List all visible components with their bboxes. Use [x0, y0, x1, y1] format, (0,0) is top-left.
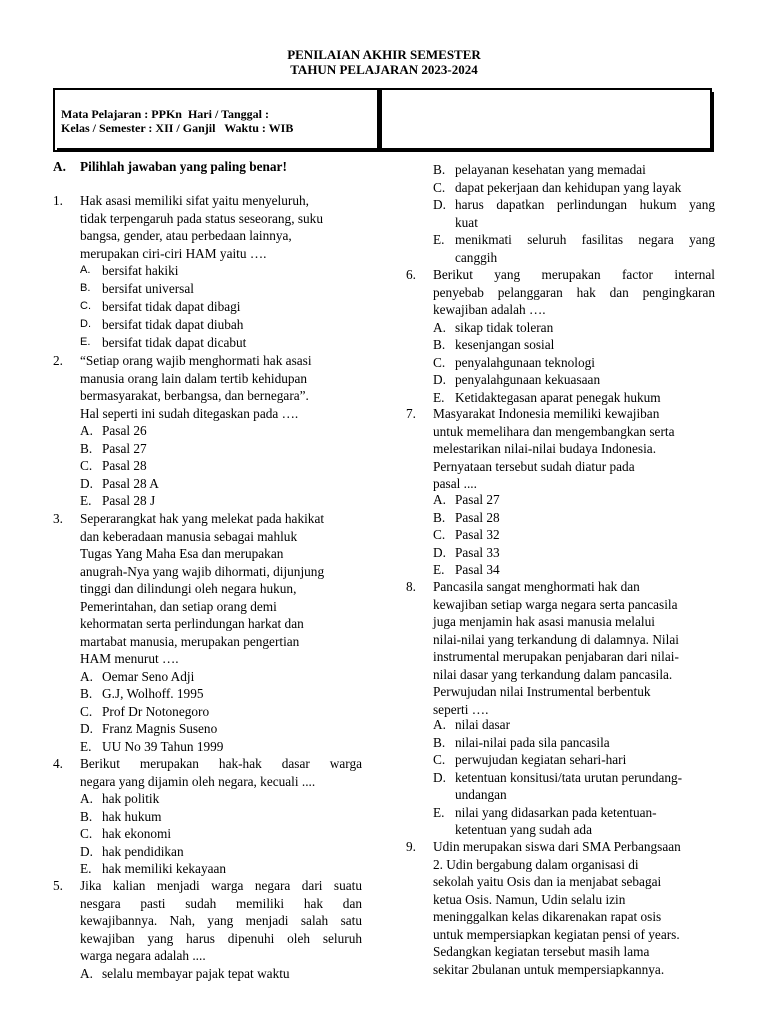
option-text: bersifat universal: [102, 281, 194, 296]
question-text-line: Tugas Yang Maha Esa dan merupakan: [80, 546, 284, 561]
question-number: 4.: [53, 756, 63, 771]
option-text: perwujudan kegiatan sehari-hari: [455, 752, 627, 767]
option-letter: E.: [433, 804, 445, 820]
section-instruction: Pilihlah jawaban yang paling benar!: [80, 159, 287, 174]
academic-year: TAHUN PELAJARAN 2023-2024: [290, 62, 478, 77]
question-text-line: tidak terpengaruh pada status seseorang, suku: [80, 210, 323, 226]
subject-day-date: Mata Pelajaran : PPKn Hari / Tanggal :: [61, 107, 269, 121]
option-letter: A.: [80, 965, 93, 981]
option-letter: A.: [433, 717, 446, 732]
section-letter: A.: [53, 159, 66, 174]
option-text: UU No 39 Tahun 1999: [102, 738, 224, 754]
question-text-line: Jika kalian menjadi warga negara dari suatu: [80, 878, 362, 893]
question-text-line: ketua Osis. Namun, Udin selalu izin: [433, 891, 626, 907]
option-letter: B.: [433, 734, 446, 750]
option-text: nilai yang didasarkan pada ketentuan-: [455, 804, 657, 820]
question-text-line: bermasyarakat, berbangsa, dan bernegara”.: [80, 388, 309, 403]
question-text-line: Hak asasi memiliki sifat yaitu menyeluruh,: [80, 193, 309, 208]
option-text: Pasal 28 J: [102, 493, 156, 508]
option-letter: D.: [433, 197, 446, 212]
info-box: [53, 88, 712, 152]
option-text: hak ekonomi: [102, 826, 172, 841]
option-text: Pasal 32: [455, 527, 500, 542]
option-text-continued: ketentuan yang sudah ada: [455, 822, 592, 837]
option-text: Pasal 28: [102, 458, 147, 473]
option-letter: D.: [433, 544, 446, 560]
option-text: Pasal 27: [102, 440, 147, 456]
option-text: harus dapatkan perlindungan hukum yang: [455, 197, 715, 212]
option-text: pelayanan kesehatan yang memadai: [455, 162, 646, 177]
option-text: selalu membayar pajak tepat waktu: [102, 965, 290, 981]
question-text-line: kewajibannya. Nah, yang menjadi salah satu: [80, 913, 362, 928]
question-text-line: untuk mempersiapkan kegiatan pensi of years.: [433, 926, 680, 942]
option-text: kesenjangan sosial: [455, 337, 555, 352]
question-text-line: Berikut yang merupakan factor internal: [433, 267, 715, 282]
option-letter: C.: [433, 752, 446, 767]
question-text-line: kehormatan serta perlindungan harkat dan: [80, 616, 304, 631]
option-letter: D.: [80, 475, 93, 491]
info-box-shadow-right: [710, 92, 714, 152]
option-letter: C.: [80, 300, 91, 312]
option-text: hak politik: [102, 791, 160, 806]
option-text: bersifat hakiki: [102, 263, 179, 278]
option-text: G.J, Wolhoff. 1995: [102, 686, 204, 701]
question-text-line: sekolah yaitu Osis dan ia menjabat sebagai: [433, 874, 662, 889]
question-text-line: Pemerintahan, dan setiap orang demi: [80, 598, 277, 614]
option-text: Ketidaktegasan aparat penegak hukum: [455, 389, 661, 405]
question-text-line: Masyarakat Indonesia memiliki kewajiban: [433, 406, 660, 421]
question-text-line: instrumental merupakan penjabaran dari nilai-: [433, 649, 679, 664]
question-number: 7.: [406, 406, 416, 421]
option-text: bersifat tidak dapat dicabut: [102, 335, 247, 350]
question-text-line: seperti ….: [433, 701, 489, 717]
option-letter: D.: [80, 721, 93, 736]
question-text-line: Pancasila sangat menghormati hak dan: [433, 579, 640, 594]
option-text: Pasal 33: [455, 544, 500, 560]
question-text-line: negara yang dijamin oleh negara, kecuali ....: [80, 773, 316, 789]
option-text: Oemar Seno Adji: [102, 668, 195, 684]
question-number: 3.: [53, 511, 63, 526]
option-text: hak pendidikan: [102, 843, 184, 859]
info-box-divider: [377, 88, 382, 150]
option-text: menikmati seluruh fasilitas negara yang: [455, 232, 715, 247]
question-text-line: bangsa, gender, atau perbedaan lainnya,: [80, 228, 292, 243]
option-letter: A.: [80, 423, 93, 438]
question-text-line: Berikut merupakan hak-hak dasar warga: [80, 756, 362, 771]
question-text-line: Sedangkan kegiatan tersebut masih lama: [433, 944, 650, 959]
option-letter: E.: [433, 389, 445, 405]
option-text: hak hukum: [102, 808, 162, 824]
option-text: Pasal 28: [455, 509, 500, 525]
option-text: nilai dasar: [455, 717, 511, 732]
question-number: 2.: [53, 353, 63, 368]
option-text: Prof Dr Notonegoro: [102, 703, 210, 719]
question-text-line: “Setiap orang wajib menghormati hak asasi: [80, 353, 312, 368]
option-text: Pasal 26: [102, 423, 147, 438]
option-letter: B.: [433, 162, 446, 177]
question-text-line: HAM menurut ….: [80, 651, 179, 666]
option-letter: B.: [80, 440, 93, 456]
option-text-continued: undangan: [455, 787, 507, 802]
option-letter: E.: [433, 232, 445, 247]
option-letter: A.: [80, 264, 91, 276]
question-text-line: martabat manusia, merupakan pengertian: [80, 633, 300, 649]
option-letter: C.: [433, 527, 446, 542]
question-text-line: warga negara adalah ....: [80, 948, 206, 963]
question-text-line: nilai dasar yang terkandung dalam pancasila.: [433, 666, 673, 682]
option-letter: A.: [433, 319, 446, 335]
option-text: Pasal 34: [455, 562, 500, 577]
option-text: Pasal 27: [455, 492, 500, 507]
class-semester-time: Kelas / Semester : XII / Ganjil Waktu : WIB: [61, 121, 294, 135]
question-text-line: melestarikan nilai-nilai budaya Indonesia.: [433, 441, 657, 456]
question-text-line: Pernyataan tersebut sudah diatur pada: [433, 458, 635, 474]
question-text-line: tinggi dan dilindungi oleh negara hukun,: [80, 581, 297, 596]
question-text-line: dan keberadaan manusia sebagai mahluk: [80, 528, 298, 544]
question-text-line: anugrah-Nya yang wajib dihormati, dijunjung: [80, 563, 325, 579]
option-text: bersifat tidak dapat diubah: [102, 317, 244, 332]
exam-title: PENILAIAN AKHIR SEMESTER: [287, 47, 481, 62]
option-text: dapat pekerjaan dan kehidupan yang layak: [455, 179, 682, 195]
question-text-line: 2. Udin bergabung dalam organisasi di: [433, 856, 639, 872]
question-text-line: Udin merupakan siswa dari SMA Perbangsaan: [433, 839, 681, 854]
info-box-shadow-bottom: [57, 148, 714, 152]
option-text: bersifat tidak dapat dibagi: [102, 299, 241, 314]
option-letter: D.: [433, 372, 446, 387]
option-letter: D.: [433, 769, 446, 785]
option-text-continued: canggih: [455, 249, 498, 265]
option-letter: D.: [80, 843, 93, 859]
option-letter: D.: [80, 318, 91, 330]
question-text-line: nesgara pasti sudah memiliki hak dan: [80, 895, 362, 911]
question-text-line: penyebab pelanggaran hak dan pengingkaran: [433, 284, 715, 300]
question-text-line: meninggalkan kelas dikarenakan rapat osis: [433, 909, 662, 924]
option-letter: C.: [80, 458, 93, 473]
option-text-continued: kuat: [455, 214, 478, 230]
question-text-line: merupakan ciri-ciri HAM yaitu ….: [80, 245, 267, 261]
option-letter: B.: [80, 282, 91, 294]
question-text-line: juga menjamin hak asasi manusia melalui: [433, 614, 655, 629]
question-text-line: untuk memelihara dan mengembangkan serta: [433, 423, 675, 439]
option-text: penyalahgunaan kekuasaan: [455, 372, 601, 387]
option-text: Franz Magnis Suseno: [102, 721, 218, 736]
option-text: hak memiliki kekayaan: [102, 861, 227, 876]
option-text: ketentuan konsitusi/tata urutan perundang-: [455, 769, 683, 785]
question-number: 5.: [53, 878, 63, 893]
question-text-line: kewajiban setiap warga negara serta pancasila: [433, 596, 678, 612]
option-text: Pasal 28 A: [102, 475, 159, 491]
question-text-line: manusia orang lain dalam tertib kehidupan: [80, 370, 308, 386]
question-text-line: Perwujudan nilai Instrumental berbentuk: [433, 684, 651, 699]
option-letter: E.: [80, 738, 92, 754]
question-text-line: sekitar 2bulanan untuk mempersiapkannya.: [433, 961, 665, 977]
question-number: 1.: [53, 193, 63, 208]
option-letter: E.: [80, 861, 92, 876]
question-text-line: nilai-nilai yang terkandung di dalamnya. Nilai: [433, 631, 679, 647]
option-letter: A.: [80, 668, 93, 684]
option-letter: C.: [80, 703, 93, 719]
option-letter: A.: [80, 791, 93, 806]
option-letter: E.: [80, 336, 91, 348]
question-number: 8.: [406, 579, 416, 594]
question-text-line: kewajiban adalah ….: [433, 302, 546, 317]
question-text-line: pasal ....: [433, 476, 477, 491]
question-number: 6.: [406, 267, 416, 282]
question-text-line: kewajiban yang harus dipenuhi oleh seluruh: [80, 930, 362, 946]
option-letter: C.: [433, 354, 446, 370]
option-letter: B.: [80, 808, 93, 824]
option-letter: C.: [80, 826, 93, 841]
option-letter: E.: [433, 562, 445, 577]
question-text-line: Hal seperti ini sudah ditegaskan pada ….: [80, 405, 299, 421]
question-number: 9.: [406, 839, 416, 854]
option-text: sikap tidak toleran: [455, 319, 554, 335]
option-letter: B.: [433, 337, 446, 352]
option-letter: B.: [433, 509, 446, 525]
option-letter: C.: [433, 179, 446, 195]
option-letter: B.: [80, 686, 93, 701]
question-text-line: Seperarangkat hak yang melekat pada hakikat: [80, 511, 325, 526]
option-text: penyalahgunaan teknologi: [455, 354, 595, 370]
option-letter: E.: [80, 493, 92, 508]
option-text: nilai-nilai pada sila pancasila: [455, 734, 610, 750]
option-letter: A.: [433, 492, 446, 507]
